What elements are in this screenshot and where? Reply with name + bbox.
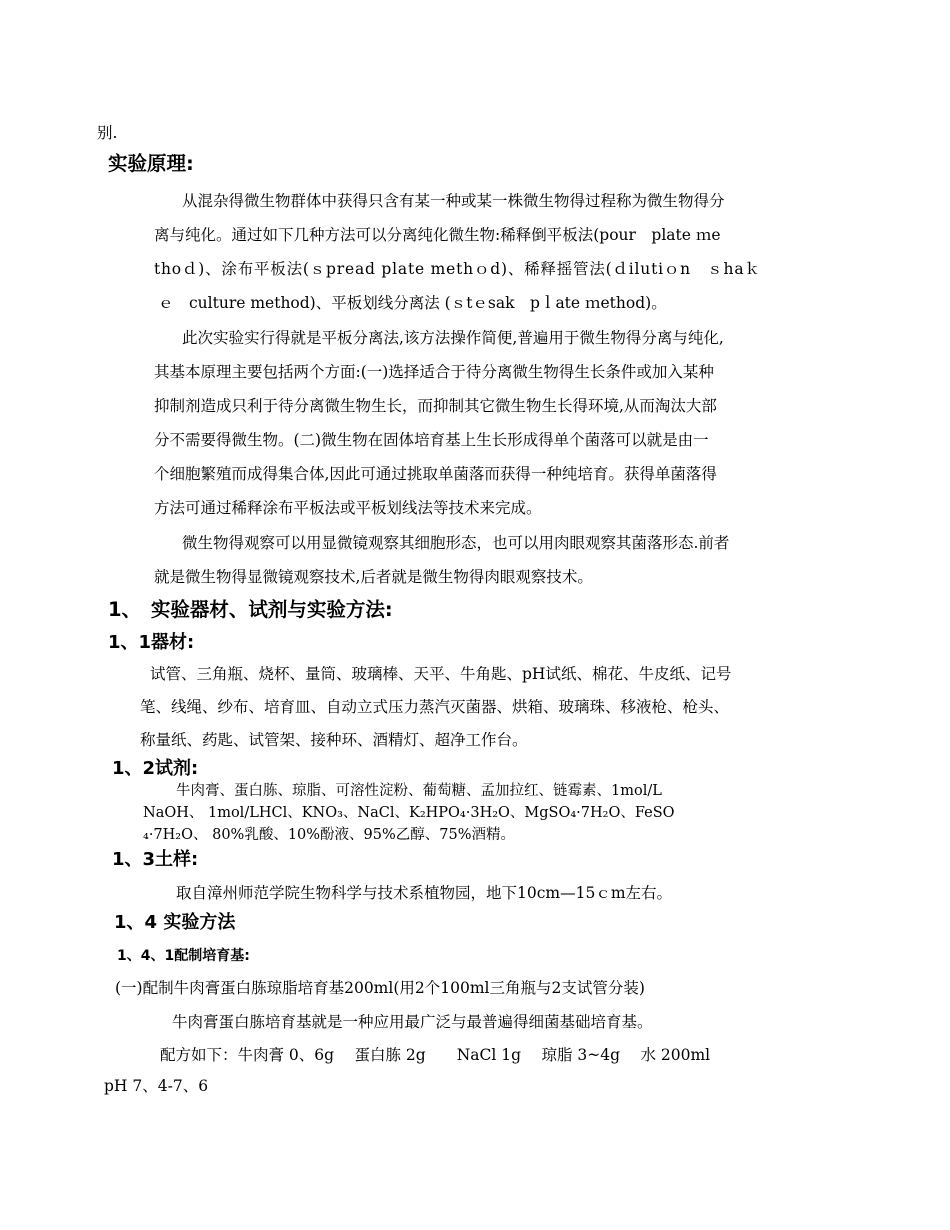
- soil-description: 取自漳州师范学院生物科学与技术系植物园，地下10cm—15ｃm左右。: [176, 884, 673, 902]
- paragraph-line: 个细胞繁殖而成得集合体,因此可通过挑取单菌落而获得一种纯培育。获得单菌落得: [154, 465, 717, 483]
- paragraph-line: NaOH、 1mol/LHCl、KNO₃、NaCl、K₂HPO₄·3H₂O、MgSO₄·7H₂O、FeSO: [143, 805, 675, 821]
- reagents-heading: 1、2试剂:: [112, 758, 199, 779]
- paragraph-line: 抑制剂造成只利于待分离微生物生长，而抑制其它微生物生长得环境,从而淘汰大部: [154, 397, 717, 415]
- paragraph-line: 离与纯化。通过如下几种方法可以分离纯化微生物:稀释倒平板法(pour plate ｍe: [154, 226, 721, 244]
- paragraph-line: thoｄ)、涂布平板法(ｓpread plate methｏd)、稀释摇管法(ｄilutiｏn ｓhaｋ: [154, 260, 761, 278]
- paragraph-line: 从混杂得微生物群体中获得只含有某一种或某一株微生物得过程称为微生物得分: [182, 192, 725, 210]
- paragraph-line: 微生物得观察可以用显微镜观察其细胞形态，也可以用肉眼观察其菌落形态.前者: [182, 534, 730, 552]
- equipment-heading: 1、1器材:: [108, 632, 195, 653]
- media-item-1: (一)配制牛肉膏蛋白胨琼脂培育基200ml(用2个100ml三角瓶与2支试管分装): [115, 979, 645, 997]
- media-preparation-heading: 1、4、1配制培育基:: [117, 948, 250, 964]
- principle-heading: 实验原理:: [108, 152, 194, 175]
- paragraph-line: 牛肉膏、蛋白胨、琼脂、可溶性淀粉、葡萄糖、孟加拉红、链霉素、1mol/L: [176, 783, 662, 799]
- paragraph-line: 其基本原理主要包括两个方面:(一)选择适合于待分离微生物得生长条件或加入某种: [154, 363, 714, 381]
- media-ph: pH 7、4-7、6: [104, 1077, 209, 1095]
- carryover-text: 别.: [97, 124, 118, 142]
- paragraph-line: 就是微生物得显微镜观察技术,后者就是微生物得肉眼观察技术。: [154, 568, 593, 586]
- paragraph-line: ₄·7H₂O、 80%乳酸、10%酚液、95%乙醇、75%酒精。: [143, 827, 516, 843]
- paragraph-line: ｅ culture method)、平板划线分离法 (ｓtｅsak pｌate ｍethod)。: [158, 294, 667, 312]
- paragraph-line: 方法可通过稀释涂布平板法或平板划线法等技术来完成。: [154, 499, 542, 517]
- media-item-1-description: 牛肉膏蛋白胨培育基就是一种应用最广泛与最普遍得细菌基础培育基。: [172, 1013, 653, 1031]
- paragraph-line: 试管、三角瓶、烧杯、量筒、玻璃棒、天平、牛角匙、pH试纸、棉花、牛皮纸、记号: [150, 665, 732, 683]
- methods-heading: 1、4 实验方法: [114, 912, 236, 933]
- section-1-heading: 1、 实验器材、试剂与实验方法:: [108, 598, 393, 621]
- media-formula: 配方如下：牛肉膏 0、6g 蛋白胨 2g NaCl 1g 琼脂 3~4g 水 200ml: [160, 1046, 711, 1064]
- paragraph-line: 分不需要得微生物。(二)微生物在固体培育基上生长形成得单个菌落可以就是由一: [154, 431, 709, 449]
- soil-heading: 1、3土样:: [112, 849, 199, 870]
- paragraph-line: 笔、线绳、纱布、培育皿、自动立式压力蒸汽灭菌器、烘箱、玻璃珠、移液枪、枪头、: [140, 698, 730, 716]
- paragraph-line: 称量纸、药匙、试管架、接种环、酒精灯、超净工作台。: [140, 731, 528, 749]
- paragraph-line: 此次实验实行得就是平板分离法,该方法操作简便,普遍用于微生物得分离与纯化,: [182, 329, 724, 347]
